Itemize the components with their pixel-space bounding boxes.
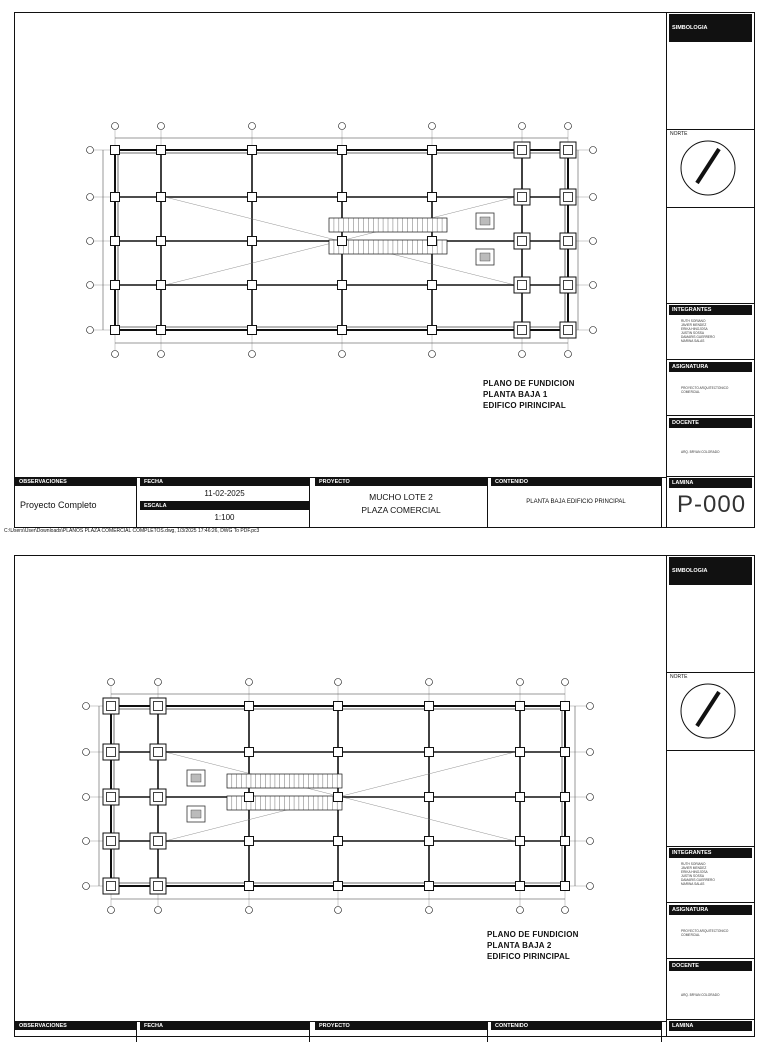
- docente-header: DOCENTE: [669, 418, 752, 428]
- simbologia-header: SIMBOLOGIA: [669, 14, 752, 42]
- docente-value: ARQ. BRYAN COLORADO: [681, 450, 720, 454]
- docente-header: DOCENTE: [669, 961, 752, 971]
- asignatura-line: COMERCIAL: [681, 933, 700, 937]
- drawing-sheet-2: [14, 555, 755, 1037]
- asignatura-value: [681, 929, 728, 937]
- lamina-number: P-000: [677, 491, 747, 518]
- asignatura-header: ASIGNATURA: [669, 362, 752, 372]
- member-name: MARINA SALAS: [681, 882, 705, 886]
- fecha-cell: [140, 1022, 310, 1042]
- proyecto-header: PROYECTO: [315, 478, 487, 486]
- member-name: MARINA SALAS: [681, 339, 705, 343]
- contenido-header: CONTENIDO: [491, 478, 661, 486]
- integrantes-list: [681, 319, 715, 343]
- title-block-column: [666, 556, 754, 1036]
- north-arrow-icon: [679, 682, 737, 740]
- plan-title-line: PLANTA BAJA 2: [487, 941, 552, 950]
- proyecto-cell: [315, 1022, 488, 1042]
- member-name: RUTH SORIANO: [681, 319, 706, 323]
- contenido-value: PLANTA BAJA EDIFICIO PRINCIPAL: [526, 499, 626, 505]
- norte-label: NORTE: [670, 674, 688, 680]
- member-name: RUTH SORIANO: [681, 862, 706, 866]
- fecha-header: FECHA: [140, 1022, 309, 1030]
- integrantes-list: [681, 862, 715, 886]
- plan-title-line: EDIFICO PIRINCIPAL: [487, 952, 571, 961]
- plan-title: [483, 378, 575, 411]
- observaciones-cell: [15, 1022, 137, 1042]
- observaciones-value: Proyecto Completo: [20, 500, 97, 510]
- member-name: JAVIER MENDEZ: [681, 323, 707, 327]
- plan-title-line: EDIFICO PIRINCIPAL: [483, 401, 567, 410]
- observaciones-header: OBSERVACIONES: [15, 1022, 136, 1030]
- drawing-sheet-1: [14, 12, 755, 528]
- title-block-column: [666, 13, 754, 527]
- fecha-header: FECHA: [140, 478, 309, 486]
- proyecto-line: PLAZA COMERCIAL: [361, 505, 441, 515]
- escala-value: 1:100: [214, 513, 235, 522]
- member-name: JUSTIN SOSSA: [681, 331, 705, 335]
- plan-title: [487, 929, 579, 962]
- observaciones-header: OBSERVACIONES: [15, 478, 136, 486]
- simbologia-header: SIMBOLOGIA: [669, 557, 752, 585]
- proyecto-header: PROYECTO: [315, 1022, 487, 1030]
- plan-title-line: PLANO DE FUNDICION: [483, 379, 575, 388]
- observaciones-cell: [15, 478, 137, 527]
- plan-title-line: PLANTA BAJA 1: [483, 390, 548, 399]
- integrantes-header: INTEGRANTES: [669, 305, 752, 315]
- member-name: ERIKA HINOJOSA: [681, 327, 708, 331]
- lamina-header: LAMINA: [669, 1021, 752, 1031]
- title-block-strip: [15, 1021, 666, 1042]
- member-name: JAVIER MENDEZ: [681, 866, 707, 870]
- lamina-header: LAMINA: [669, 478, 752, 488]
- asignatura-line: COMERCIAL: [681, 390, 700, 394]
- member-name: DAMARIS GUERRERO: [681, 878, 715, 882]
- asignatura-value: [681, 386, 728, 394]
- asignatura-header: ASIGNATURA: [669, 905, 752, 915]
- north-arrow-icon: [679, 139, 737, 197]
- escala-header: ESCALA: [140, 502, 309, 510]
- fecha-value: 11-02-2025: [204, 489, 245, 498]
- title-block-strip: [15, 477, 666, 527]
- plan-title-line: PLANO DE FUNDICION: [487, 930, 579, 939]
- member-name: ERIKA HINOJOSA: [681, 870, 708, 874]
- file-path-footer: C:\Users\User\Downloads\PLANOS PLAZA COMERCIAL COMPLETOS.dwg, 1/3/2025 17:46:26, DWG To PDF.pc3: [4, 528, 260, 534]
- proyecto-line: MUCHO LOTE 2: [369, 492, 433, 502]
- member-name: DAMARIS GUERRERO: [681, 335, 715, 339]
- member-name: JUSTIN SOSSA: [681, 874, 705, 878]
- contenido-header: CONTENIDO: [491, 1022, 661, 1030]
- asignatura-line: PROYECTO ARQUITECTONICO: [681, 386, 729, 390]
- proyecto-value: [315, 491, 487, 517]
- proyecto-cell: [315, 478, 488, 527]
- contenido-cell: [491, 1022, 662, 1042]
- integrantes-header: INTEGRANTES: [669, 848, 752, 858]
- contenido-cell: [491, 478, 662, 527]
- asignatura-line: PROYECTO ARQUITECTONICO: [681, 929, 729, 933]
- docente-value: ARQ. BRYAN COLORADO: [681, 993, 720, 997]
- fecha-cell: [140, 478, 310, 527]
- norte-label: NORTE: [670, 131, 688, 137]
